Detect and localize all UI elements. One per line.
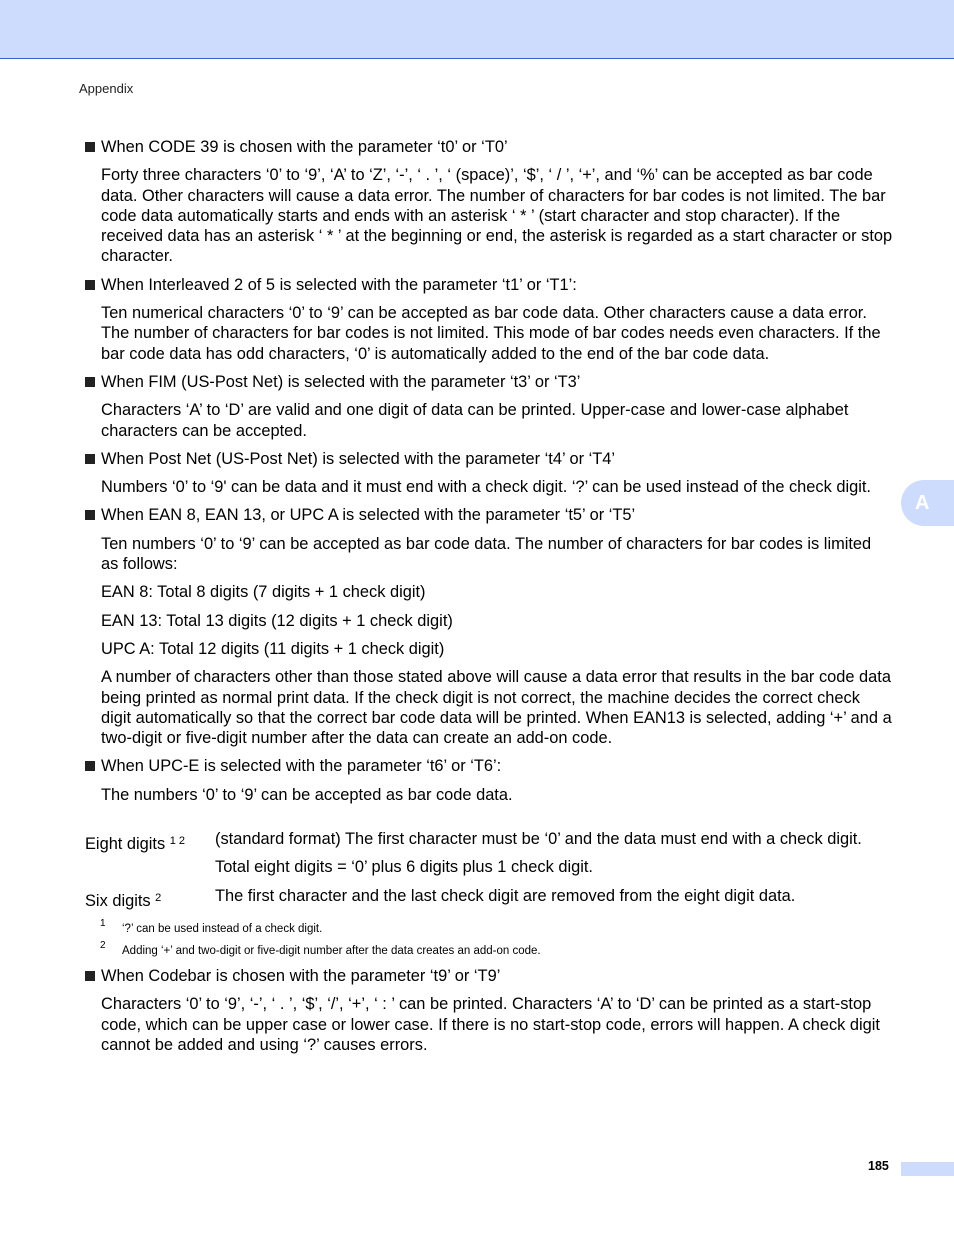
footnote-text: ‘?’ can be used instead of a check digit. [122, 922, 323, 935]
bullet-square-icon [85, 280, 95, 290]
paragraph: Characters ‘A’ to ‘D’ are valid and one digit of data can be printed. Upper-case and lower-case alphabet characters can be accepted. [101, 401, 849, 440]
running-head: Appendix [79, 81, 134, 96]
paragraph: A number of characters other than those stated above will cause a data error that results in the bar code data being printed as normal print data. If the check digit is not correct, the machine decides the correct check digit automatically so that the correct bar code data will be printed. When EAN13 is selected, adding ‘+’ and a two-digit or five-digit number after the data can create an add-on code. [101, 668, 892, 748]
footnote-number: 2 [100, 939, 106, 951]
paragraph: Forty three characters ‘0’ to ‘9’, ‘A’ to ‘Z’, ‘-’, ‘ . ’, ‘ (space)’, ‘$’, ‘ / ’, ‘+’, and ‘%’ can be accepted as bar code data. Other characters will cause a data error. The number of characters for bar codes is not limited. The bar code data automatically starts and ends with an asterisk ‘ * ’ (start character and stop character). If the received data has an asterisk ‘ * ’ at the beginning or end, the asterisk is regarded as a start character or stop character. [101, 166, 893, 266]
section-heading-codebar [85, 966, 893, 986]
heading-text: When CODE 39 is chosen with the parameter ‘t0’ or ‘T0’ [101, 138, 508, 156]
section-heading-postnet [85, 449, 893, 469]
section-heading-code39 [85, 137, 893, 157]
table-row [85, 886, 893, 908]
heading-text: When Codebar is chosen with the parameter ‘t9’ or ‘T9’ [101, 966, 501, 985]
row-label [85, 891, 215, 913]
paragraph: UPC A: Total 12 digits (11 digits + 1 check digit) [101, 639, 445, 658]
paragraph: The numbers ‘0’ to ‘9’ can be accepted as bar code data. [101, 785, 513, 804]
page-number: 185 [868, 1159, 889, 1173]
upce-format-table [85, 829, 893, 908]
section-heading-upce [85, 756, 893, 776]
row-description [215, 829, 893, 878]
footnote [100, 939, 893, 958]
paragraph: Numbers ‘0’ to ‘9' can be data and it must end with a check digit. ‘?’ can be used instead of the check digit. [101, 478, 871, 497]
table-row [85, 829, 893, 878]
footnote-number: 1 [100, 917, 106, 929]
section-heading-interleaved [85, 275, 893, 295]
label-text: Six digits [85, 891, 151, 910]
paragraph: Ten numerical characters ‘0’ to ‘9’ can be accepted as bar code data. Other characters cause a data error. The number of characters for bar codes is not limited. This mode of bar codes needs even characters. If the bar code data has odd characters, ‘0’ is automatically added to the end of the bar code data. [101, 304, 881, 363]
heading-text: When FIM (US-Post Net) is selected with the parameter ‘t3’ or ‘T3’ [101, 372, 581, 391]
description-line: The first character and the last check digit are removed from the eight digit data. [215, 886, 796, 905]
paragraph: EAN 8: Total 8 digits (7 digits + 1 check digit) [101, 583, 426, 602]
footnote-ref: 1 2 [169, 835, 186, 848]
page-number-bar [901, 1162, 954, 1176]
heading-text: When EAN 8, EAN 13, or UPC A is selected with the parameter ‘t5’ or ‘T5’ [101, 506, 636, 525]
footnote-text: Adding ‘+’ and two-digit or five-digit number after the data creates an add-on code. [122, 944, 541, 957]
section-heading-ean [85, 505, 893, 525]
heading-text: When Interleaved 2 of 5 is selected with the parameter ‘t1’ or ‘T1’: [101, 275, 577, 294]
bullet-square-icon [85, 971, 95, 981]
label-text: Eight digits [85, 835, 166, 854]
bullet-square-icon [85, 454, 95, 464]
row-description [215, 886, 893, 908]
row-label [85, 834, 215, 883]
description-line: Total eight digits = ‘0’ plus 6 digits plus 1 check digit. [215, 858, 593, 877]
description-line: (standard format) The first character must be ‘0’ and the data must end with a check digit. [215, 830, 862, 849]
paragraph: Ten numbers ‘0’ to ‘9’ can be accepted as bar code data. The number of characters for bar codes is limited as follows: [101, 534, 872, 574]
footnote [100, 917, 893, 936]
paragraph: EAN 13: Total 13 digits (12 digits + 1 check digit) [101, 611, 453, 630]
bullet-square-icon [85, 761, 95, 771]
section-heading-fim [85, 372, 893, 392]
footnote-ref: 2 [155, 891, 162, 904]
paragraph: Characters ‘0’ to ‘9’, ‘-’, ‘ . ’, ‘$’, ‘/’, ‘+’, ‘ : ’ can be printed. Characters ‘A’ to ‘D’ can be printed as a start-stop code, which can be upper case or lower case. If there is no start-stop code, errors will happen. A check digit cannot be added and using ‘?’ causes errors. [101, 995, 880, 1054]
bullet-square-icon [85, 142, 95, 152]
page-content [85, 137, 893, 1063]
chapter-tab: A [901, 480, 954, 526]
header-band [0, 0, 954, 59]
bullet-square-icon [85, 510, 95, 520]
heading-text: When UPC-E is selected with the parameter ‘t6’ or ‘T6’: [101, 757, 502, 776]
footnotes [100, 917, 893, 958]
heading-text: When Post Net (US-Post Net) is selected with the parameter ‘t4’ or ‘T4’ [101, 449, 616, 468]
bullet-square-icon [85, 377, 95, 387]
